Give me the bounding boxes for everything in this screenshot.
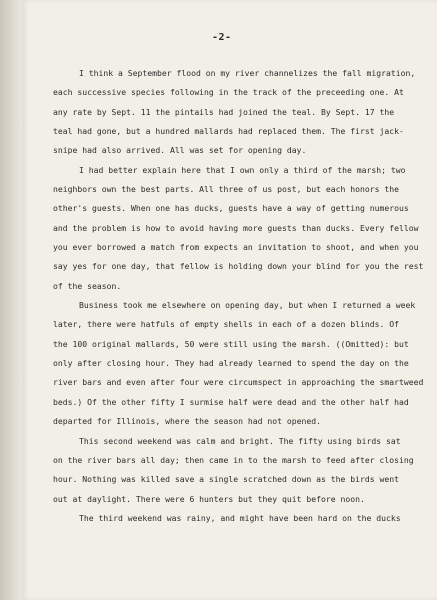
text-line: you ever borrowed a match from expects an invitation to shoot, and when you <box>53 242 419 252</box>
text-line: river bars and even after four were circumspect in approaching the smartweed <box>53 377 424 387</box>
text-line: of the season. <box>53 281 122 291</box>
text-line: say yes for one day, that fellow is holding down your blind for you the rest <box>53 261 424 271</box>
text-line: on the river bars all day; then came in to the marsh to feed after closing <box>53 455 414 465</box>
text-line: The third weekend was rainy, and might have been hard on the ducks <box>79 513 401 523</box>
text-line: Business took me elsewhere on opening day, but when I returned a week <box>79 300 416 310</box>
text-line: only after closing hour. They had already learned to spend the day on the <box>53 358 409 368</box>
page-binding-edge <box>0 0 23 600</box>
text-line: departed for Illinois, where the season had not opened. <box>53 416 322 426</box>
text-line: I think a September flood on my river channelizes the fall migration, <box>79 68 416 78</box>
typewritten-page <box>22 0 437 600</box>
text-line: I had better explain here that I own only a third of the marsh; two <box>79 165 406 175</box>
text-line: each successive species following in the track of the preceeding one. At <box>53 87 404 97</box>
text-line: later, there were hatfuls of empty shells in each of a dozen blinds. Of <box>53 319 399 329</box>
text-line: other's guests. When one has ducks, guests have a way of getting numerous <box>53 203 409 213</box>
text-line: beds.) Of the other fifty I surmise half were dead and the other half had <box>53 397 409 407</box>
text-line: snipe had also arrived. All was set for opening day. <box>53 145 307 155</box>
text-line: teal had gone, but a hundred mallards had replaced them. The first jack- <box>53 126 404 136</box>
page-number: -2- <box>212 32 232 43</box>
text-line: any rate by Sept. 11 the pintails had joined the teal. By Sept. 17 the <box>53 107 395 117</box>
text-line: and the problem is how to avoid having more guests than ducks. Every fellow <box>53 223 419 233</box>
text-line: neighbors own the best parts. All three of us post, but each honors the <box>53 184 399 194</box>
text-line: hour. Nothing was killed save a single scratched down as the birds went <box>53 474 399 484</box>
text-line: the 100 original mallards, 50 were still using the marsh. ((Omitted): but <box>53 339 409 349</box>
text-line: This second weekend was calm and bright. The fifty using birds sat <box>79 436 401 446</box>
text-line: out at daylight. There were 6 hunters but they quit before noon. <box>53 494 365 504</box>
